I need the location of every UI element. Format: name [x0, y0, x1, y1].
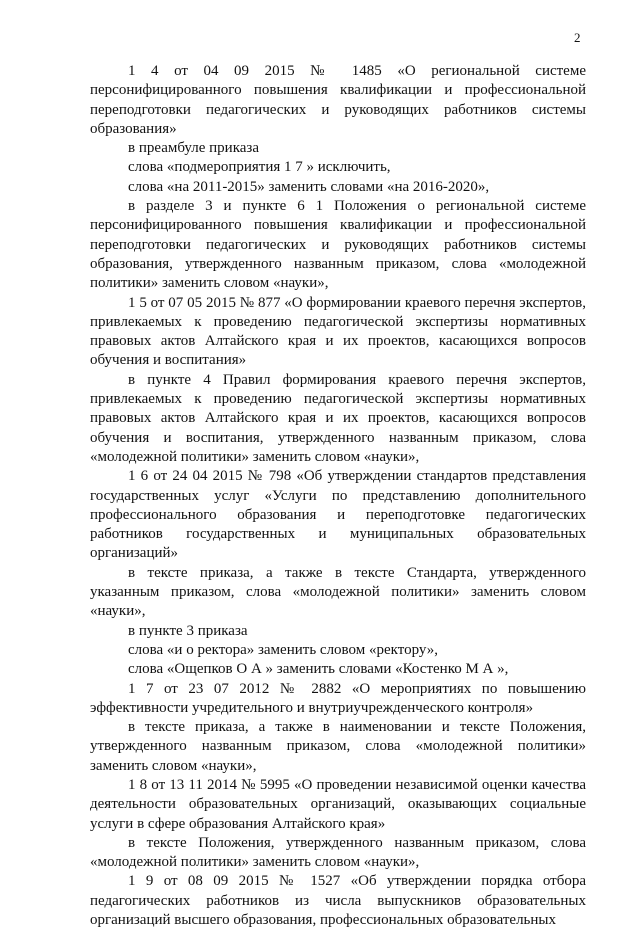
paragraph-item-1-8: 1 8 от 13 11 2014 № 5995 «О проведении независимой оценки качества деятельности образовательных организаций, оказывающих социальные услуги в сфере образования Алтайского края»: [90, 776, 586, 832]
paragraph-replace-years: слова «на 2011-2015» заменить словами «на 2016-2020»,: [128, 178, 490, 195]
paragraph-item-1-7: 1 7 от 23 07 2012 № 2882 «О мероприятиях по повышению эффективности учредительного и внутриучрежденческого контроля»: [90, 680, 586, 716]
paragraph-names: слова «Ощепков О А » заменить словами «Костенко М А »,: [128, 661, 509, 678]
paragraph-regulation-text: в тексте приказа, а также в наименовании и тексте Положения, утвержденного названным приказом, слова «молодежной политики» заменить словом «науки»,: [90, 719, 586, 774]
paragraph-point-4: в пункте 4 Правил формирования краевого перечня экспертов, привлекаемых к проведению педагогической экспертизы нормативных правовых актов Алтайского края и их проектов, касающихся вопросов обучения и воспитания, утвержденного названным приказом, слова «молодежной политики» заменить словом «науки»,: [90, 371, 586, 465]
paragraph-item-1-9: 1 9 от 08 09 2015 № 1527 «Об утверждении порядка отбора педагогических работников из числа выпускников образовательных организаций высшего образования, профессиональных образовательных: [90, 873, 586, 929]
document-body: [90, 62, 586, 930]
paragraph-preamble: в преамбуле приказа: [128, 140, 260, 157]
paragraph-section-3: в разделе 3 и пункте 6 1 Положения о региональной системе персонифицированного повышения квалификации и профессиональной переподготовки педагогических и руководящих работников системы образования, утвержденного названным приказом, слова «молодежной политики» заменить словом «науки»,: [90, 198, 586, 292]
page-number: 2: [574, 30, 581, 45]
paragraph-regulation-text-2: в тексте Положения, утвержденного названным приказом, слова «молодежной политики» заменить словом «науки»,: [90, 834, 586, 871]
paragraph-exclude-subitem: слова «подмероприятия 1 7 » исключить,: [128, 159, 391, 176]
paragraph-item-1-4: 1 4 от 04 09 2015 № 1485 «О региональной системе персонифицированного повышения квалификации и профессиональной переподготовки педагогических и руководящих работников системы образования»: [90, 63, 586, 137]
paragraph-standard-text: в тексте приказа, а также в тексте Стандарта, утвержденного указанным приказом, слова «молодежной политики» заменить словом «науки»,: [90, 564, 586, 620]
paragraph-item-1-5: 1 5 от 07 05 2015 № 877 «О формировании краевого перечня экспертов, привлекаемых к проведению педагогической экспертизы нормативных правовых актов Алтайского края и их проектов, касающихся вопросов обучения и воспитания»: [90, 294, 586, 369]
paragraph-item-1-6: 1 6 от 24 04 2015 № 798 «Об утверждении стандартов представления государственных услуг «Услуги по представлению дополнительного профессионального образования и переподготовке педагогических работников государственных и муниципальных образовательных организаций»: [90, 468, 586, 562]
paragraph-rector: слова «и о ректора» заменить словом «ректору»,: [128, 641, 439, 658]
paragraph-point-3: в пункте 3 приказа: [128, 622, 248, 639]
